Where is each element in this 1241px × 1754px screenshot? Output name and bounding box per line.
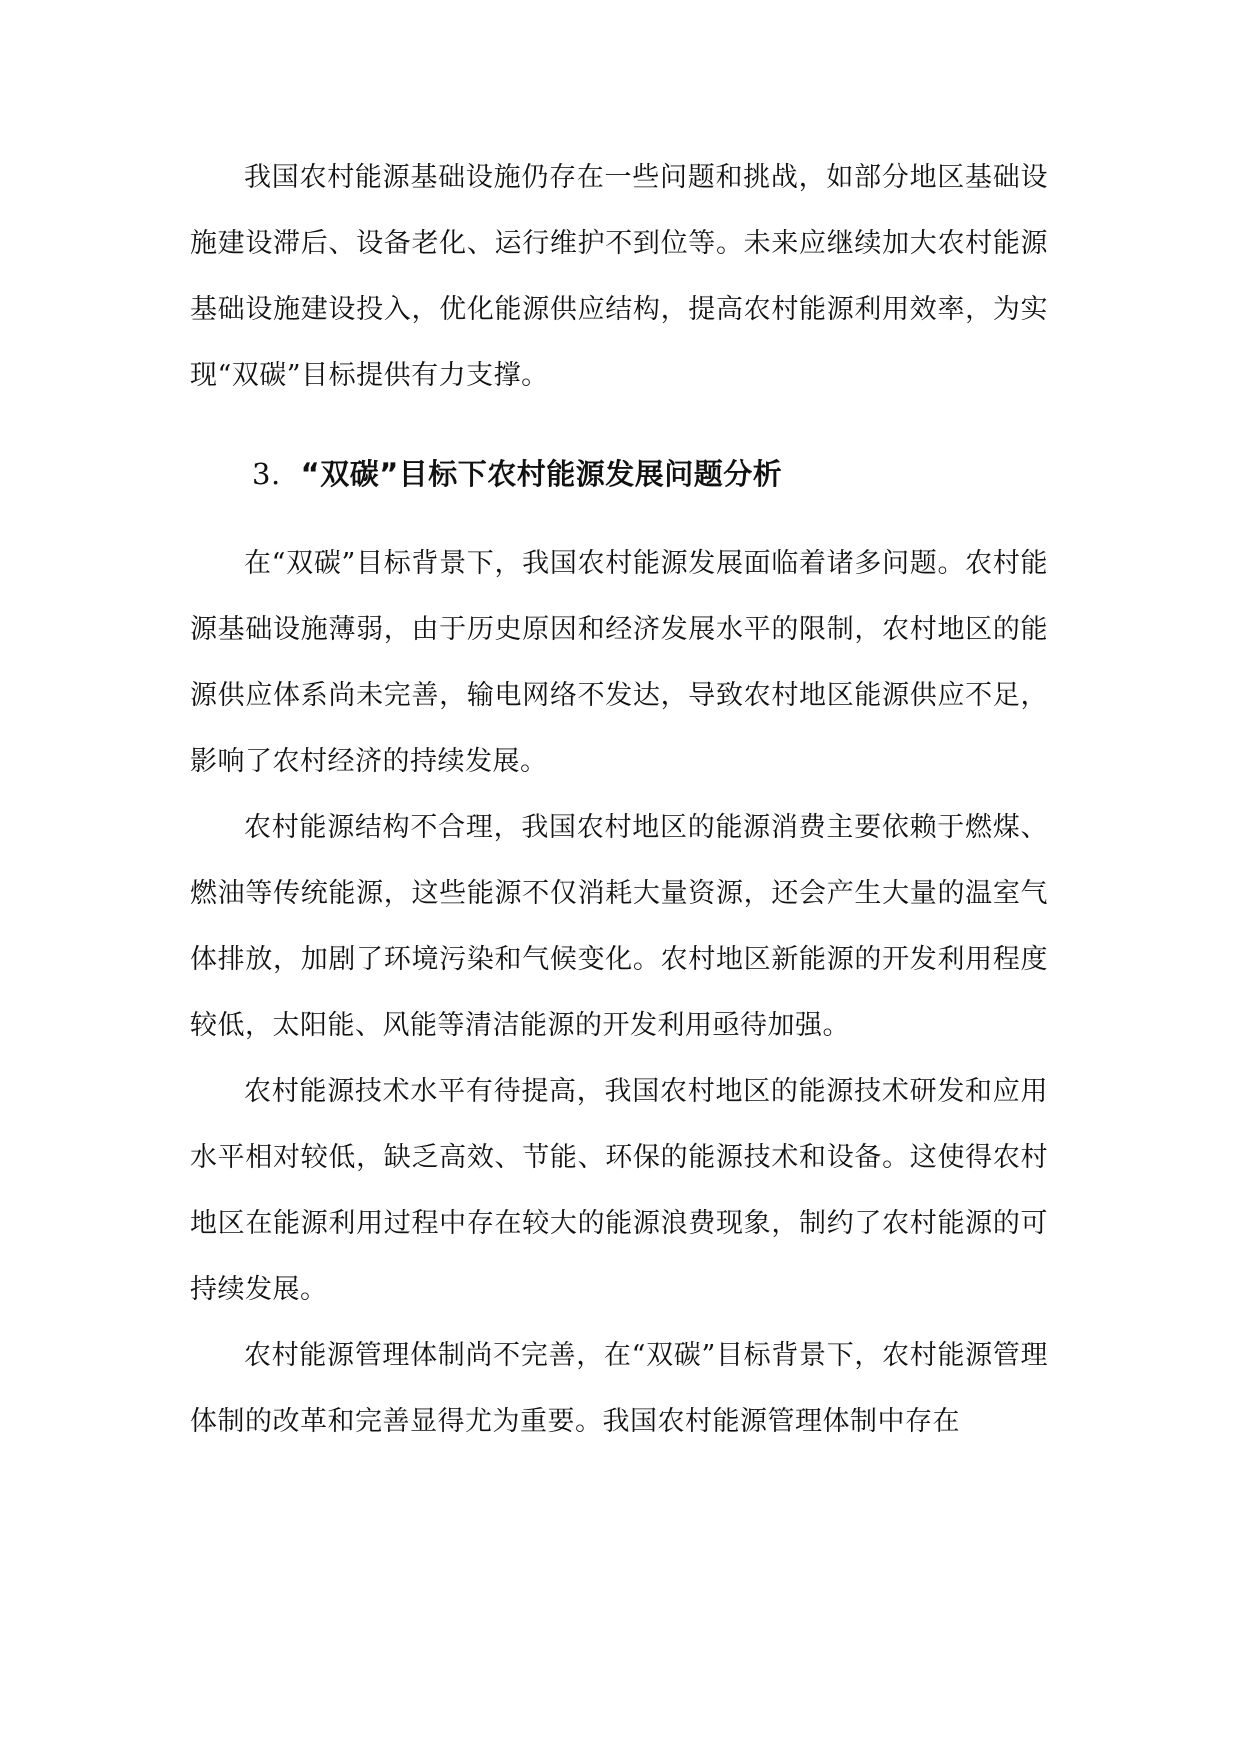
- document-body: [190, 145, 1048, 1455]
- paragraph-infrastructure-challenges: 我国农村能源基础设施仍存在一些问题和挑战，如部分地区基础设施建设滞后、设备老化、运行维护不到位等。未来应继续加大农村能源基础设施建设投入，优化能源供应结构，提高农村能源利用效率，为实现“双碳”目标提供有力支撑。: [190, 162, 1048, 391]
- paragraph-technology-level: 农村能源技术水平有待提高，我国农村地区的能源技术研发和应用水平相对较低，缺乏高效、节能、环保的能源技术和设备。这使得农村地区在能源利用过程中存在较大的能源浪费现象，制约了农村能源的可持续发展。: [190, 1076, 1048, 1305]
- section-title: “双碳”目标下农村能源发展问题分析: [300, 457, 783, 491]
- paragraph-energy-structure: 农村能源结构不合理，我国农村地区的能源消费主要依赖于燃煤、燃油等传统能源，这些能源不仅消耗大量资源，还会产生大量的温室气体排放，加剧了环境污染和气候变化。农村地区新能源的开发利用程度较低，太阳能、风能等清洁能源的开发利用亟待加强。: [190, 812, 1048, 1041]
- paragraph-management-system: 农村能源管理体制尚不完善，在“双碳”目标背景下，农村能源管理体制的改革和完善显得尤为重要。我国农村能源管理体制中存在: [190, 1340, 1048, 1437]
- paragraph-problems-intro: 在“双碳”目标背景下，我国农村能源发展面临着诸多问题。农村能源基础设施薄弱，由于历史原因和经济发展水平的限制，农村地区的能源供应体系尚未完善，输电网络不发达，导致农村地区能源供应不足，影响了农村经济的持续发展。: [190, 548, 1048, 777]
- section-heading: [252, 452, 1048, 496]
- section-number: 3.: [252, 457, 281, 491]
